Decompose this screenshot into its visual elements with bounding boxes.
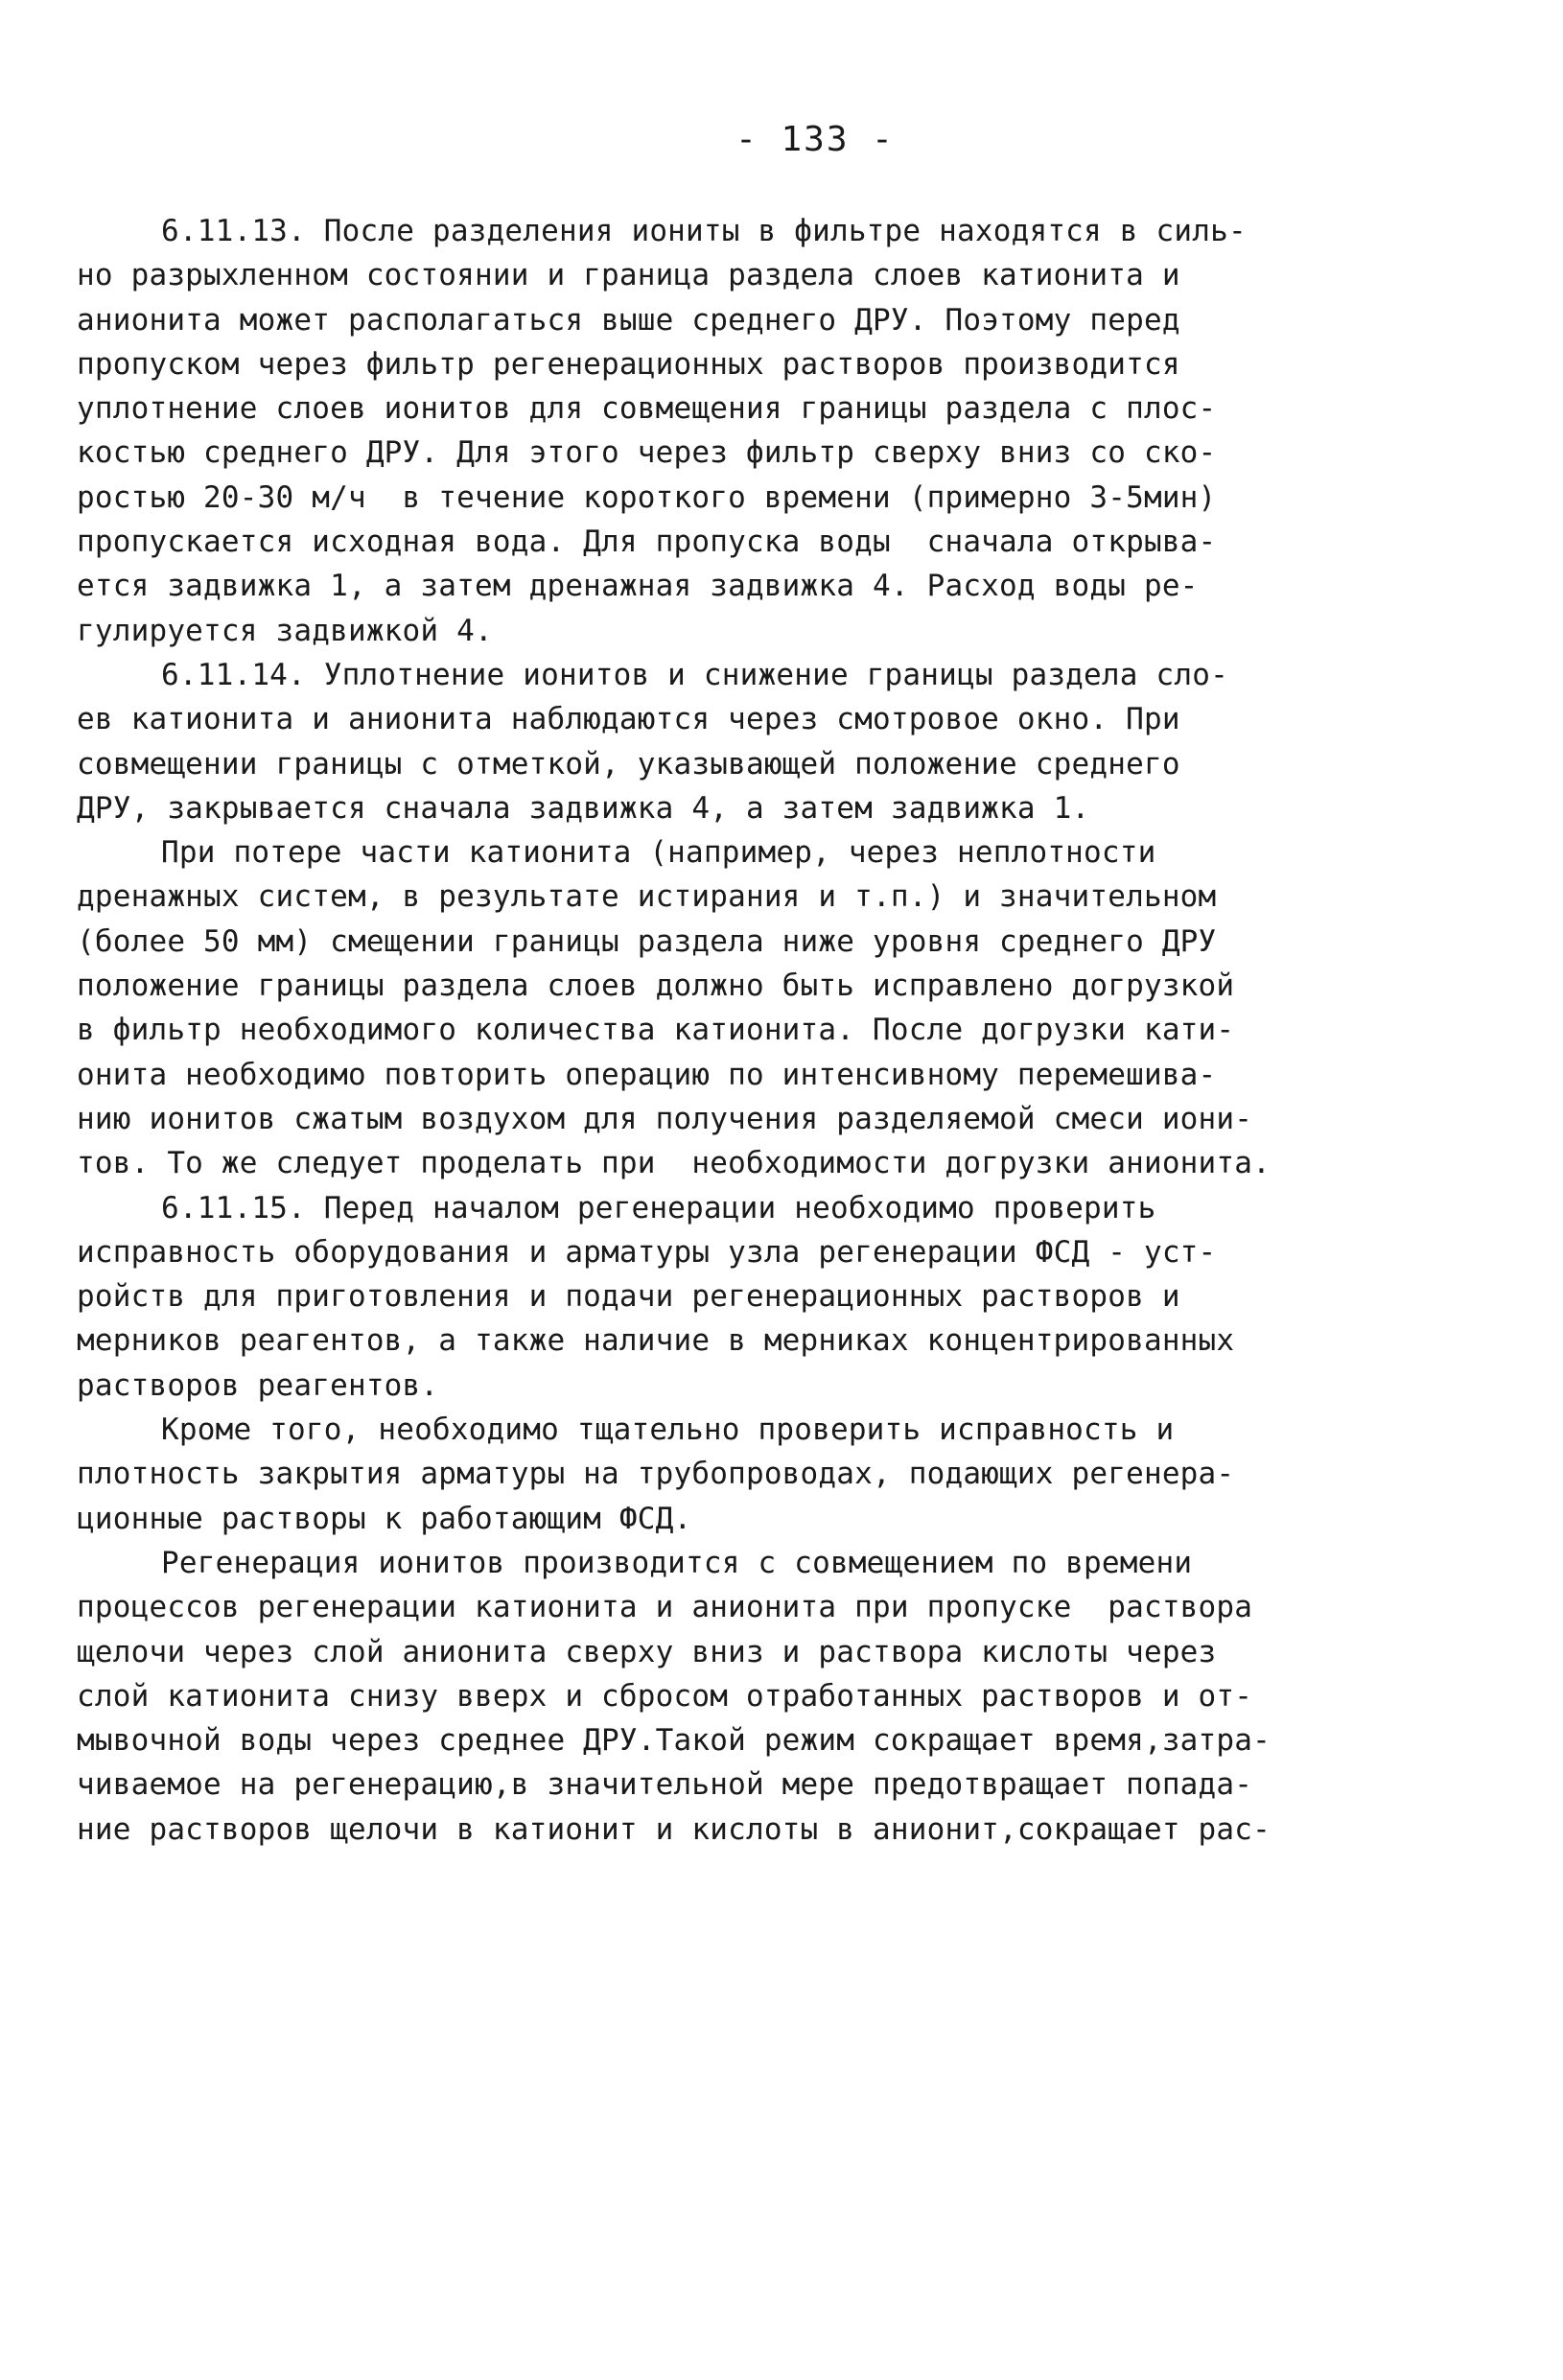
page-number: - 133 -	[735, 120, 895, 159]
text-line: слой катионита снизу вверх и сбросом отработанных растворов и от-	[77, 1678, 1253, 1714]
text-line: 6.11.15. Перед началом регенерации необходимо проверить	[161, 1190, 1156, 1225]
text-line: онита необходимо повторить операцию по интенсивному перемешива-	[77, 1057, 1217, 1092]
text-line: мывочной воды через среднее ДРУ.Такой режим сокращает время,затра-	[77, 1723, 1271, 1759]
text-line: 6.11.13. После разделения иониты в фильтре находятся в силь-	[161, 214, 1247, 248]
text-line: щелочи через слой анионита сверху вниз и раствора кислоты через	[77, 1634, 1217, 1669]
text-line: но разрыхленном состоянии и граница раздела слоев катионита и	[77, 258, 1180, 293]
text-line: ев катионита и анионита наблюдаются через смотровое окно. При	[77, 702, 1180, 737]
text-line: в фильтр необходимого количества катионита. После догрузки кати-	[77, 1013, 1235, 1048]
text-line: ростью 20-30 м/ч в течение короткого времени (примерно 3-5мин)	[77, 479, 1217, 515]
text-line: растворов реагентов.	[77, 1367, 439, 1403]
text-line: совмещении границы с отметкой, указывающей положение среднего	[77, 746, 1180, 782]
text-line: исправность оборудования и арматуры узла регенерации ФСД - уст-	[77, 1234, 1217, 1270]
text-line: мерников реагентов, а также наличие в мерниках концентрированных	[77, 1323, 1235, 1359]
text-line: дренажных систем, в результате истирания и т.п.) и значительном	[77, 879, 1217, 915]
text-line: нию ионитов сжатым воздухом для получения разделяемой смеси иони-	[77, 1101, 1253, 1136]
text-line: ционные растворы к работающим ФСД.	[77, 1501, 692, 1536]
text-line: уплотнение слоев ионитов для совмещения границы раздела с плос-	[77, 391, 1217, 427]
text-line: анионита может располагаться выше среднего ДРУ. Поэтому перед	[77, 302, 1180, 338]
text-line: процессов регенерации катионита и анионита при пропуске раствора	[77, 1590, 1253, 1625]
text-line: (более 50 мм) смещении границы раздела ниже уровня среднего ДРУ	[77, 923, 1217, 959]
text-line: пропускается исходная вода. Для пропуска воды сначала открыва-	[77, 525, 1217, 560]
text-line: 6.11.14. Уплотнение ионитов и снижение границы раздела сло-	[161, 657, 1228, 692]
text-line: Регенерация ионитов производится с совмещением по времени	[161, 1545, 1193, 1580]
text-line: Кроме того, необходимо тщательно проверить исправность и	[161, 1412, 1175, 1448]
text-line: ройств для приготовления и подачи регенерационных растворов и	[77, 1279, 1180, 1315]
text-line: При потере части катионита (например, через неплотности	[161, 835, 1156, 871]
text-line: костью среднего ДРУ. Для этого через фильтр сверху вниз со ско-	[77, 435, 1217, 471]
text-line: ется задвижка 1, а затем дренажная задвижка 4. Расход воды ре-	[77, 569, 1199, 604]
text-line: положение границы раздела слоев должно быть исправлено догрузкой	[77, 968, 1235, 1004]
text-line: ДРУ, закрывается сначала задвижка 4, а затем задвижка 1.	[77, 790, 1090, 826]
text-line: гулируется задвижкой 4.	[77, 613, 493, 648]
text-line: тов. То же следует проделать при необходимости догрузки анионита.	[77, 1146, 1271, 1181]
text-line: чиваемое на регенерацию,в значительной мере предотвращает попада-	[77, 1767, 1253, 1803]
body-text	[77, 209, 1295, 1852]
text-line: ние растворов щелочи в катионит и кислоты в анионит,сокращает рас-	[77, 1811, 1271, 1847]
text-line: плотность закрытия арматуры на трубопроводах, подающих регенера-	[77, 1457, 1235, 1492]
text-line: пропуском через фильтр регенерационных растворов производится	[77, 346, 1180, 382]
